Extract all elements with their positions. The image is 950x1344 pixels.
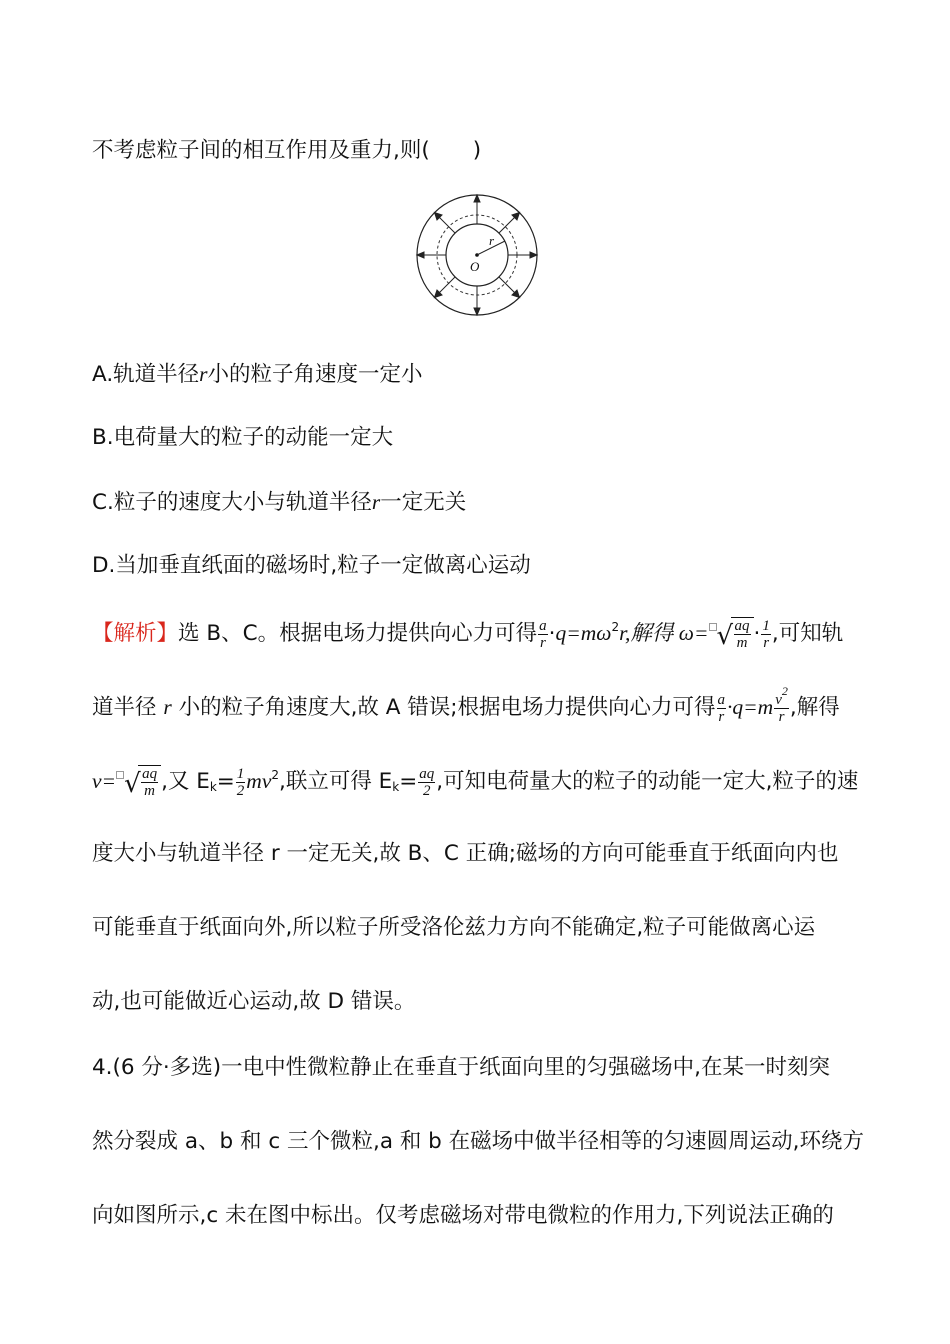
- question4-line-2: 然分裂成 a、b 和 c 三个微粒,a 和 b 在磁场中做半径相等的匀速圆周运动,环绕方: [92, 1129, 864, 1154]
- concentric-field-diagram: [415, 193, 539, 317]
- analysis-line-3: v= √ $\frac{aq}{m}$ ,又 $E_k=$ $\frac{1}{2}$ $mv^2$,联立可得 $E_k=$ $\frac{aq}{2}$ ,可知电荷量大的粒子的动能一定大,粒子的速: [92, 765, 859, 799]
- option-d: D.当加垂直纸面的磁场时,粒子一定做离心运动: [92, 553, 531, 578]
- analysis-tag: 【解析】: [92, 621, 179, 646]
- option-b: B.电荷量大的粒子的动能一定大: [92, 425, 394, 450]
- question4-line-3: 向如图所示,c 未在图中标出。仅考虑磁场对带电微粒的作用力,下列说法正确的: [92, 1203, 834, 1228]
- center-label: O: [470, 259, 480, 274]
- option-c: C.粒子的速度大小与轨道半径r一定无关: [92, 490, 467, 515]
- analysis-line-4: 度大小与轨道半径 r 一定无关,故 B、C 正确;磁场的方向可能垂直于纸面向内也: [92, 841, 839, 866]
- radius-label: r: [489, 233, 495, 248]
- analysis-line-1: 【解析】选 B、C。根据电场力提供向心力可得 $\frac{a}{r}$ $\cdot q=m\omega^2r$,解得 ω= √ $\frac{aq}{m}$ · $\frac{1}{r}$ ,可知轨: [92, 617, 844, 651]
- analysis-line-2: 道半径 r 小的粒子角速度大,故 A 错误;根据电场力提供向心力可得 $\frac{a}{r}$ ·q=m $\frac{v^2}{r}$ ,解得: [92, 684, 840, 725]
- question4-line-1: 4.(6 分·多选)一电中性微粒静止在垂直于纸面向里的匀强磁场中,在某一时刻突: [92, 1055, 830, 1080]
- analysis-line-5: 可能垂直于纸面向外,所以粒子所受洛伦兹力方向不能确定,粒子可能做离心运: [92, 915, 816, 940]
- analysis-line-6: 动,也可能做近心运动,故 D 错误。: [92, 989, 416, 1014]
- question-intro: 不考虑粒子间的相互作用及重力,则( ): [92, 138, 482, 163]
- option-a: A.轨道半径r小的粒子角速度一定小: [92, 362, 423, 387]
